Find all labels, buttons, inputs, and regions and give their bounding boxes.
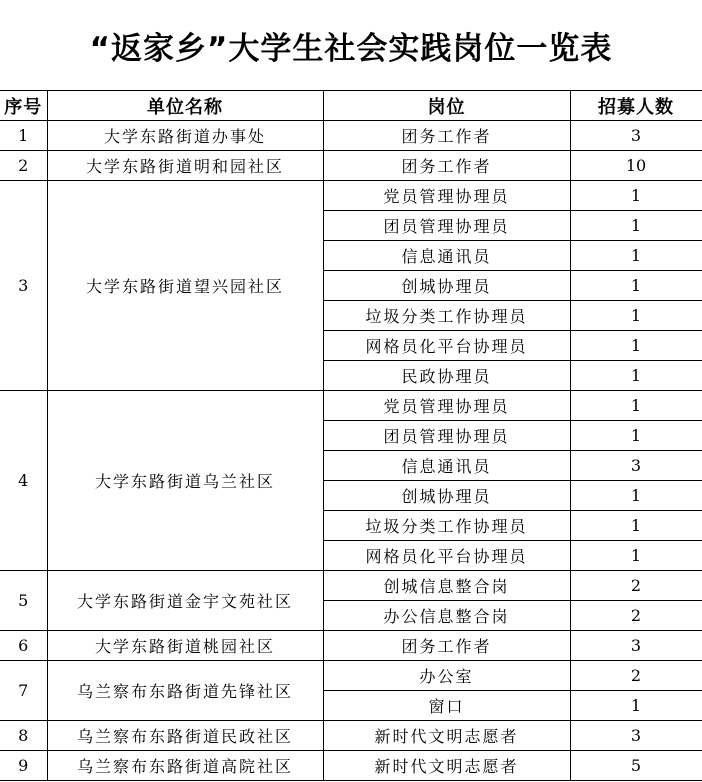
recruit-count-cell: 10 [570,151,702,181]
position-cell: 创城信息整合岗 [323,571,570,601]
position-cell: 创城协理员 [323,271,570,301]
unit-name-cell: 大学东路街道金宇文苑社区 [47,571,323,631]
recruit-count-cell: 5 [570,751,702,781]
recruit-count-cell: 1 [570,361,702,391]
table-row [0,571,702,601]
recruit-count-cell: 1 [570,331,702,361]
serial-number-cell: 4 [0,391,47,571]
position-cell: 网格员化平台协理员 [323,331,570,361]
recruit-count-cell: 2 [570,661,702,691]
header-serial-number: 序号 [0,91,47,121]
serial-number-cell: 7 [0,661,47,721]
unit-name-cell: 大学东路街道办事处 [47,121,323,151]
unit-name-cell: 乌兰察布东路街道先锋社区 [47,661,323,721]
position-cell: 办公室 [323,661,570,691]
table-row [0,391,702,421]
recruit-count-cell: 1 [570,421,702,451]
recruit-count-cell: 1 [570,691,702,721]
table-row [0,151,702,181]
recruit-count-cell: 3 [570,121,702,151]
recruit-count-cell: 3 [570,451,702,481]
table-row [0,631,702,661]
position-cell: 新时代文明志愿者 [323,751,570,781]
serial-number-cell: 6 [0,631,47,661]
recruit-count-cell: 1 [570,241,702,271]
position-cell: 党员管理协理员 [323,391,570,421]
unit-name-cell: 乌兰察布东路街道高院社区 [47,751,323,781]
recruit-count-cell: 1 [570,511,702,541]
recruit-count-cell: 1 [570,391,702,421]
recruit-count-cell: 1 [570,481,702,511]
recruit-count-cell: 2 [570,601,702,631]
recruit-count-cell: 2 [570,571,702,601]
header-unit-name: 单位名称 [47,91,323,121]
position-cell: 窗口 [323,691,570,721]
table-body [0,121,702,781]
page-title: “返家乡”大学生社会实践岗位一览表 [89,30,613,67]
position-cell: 民政协理员 [323,361,570,391]
recruit-count-cell: 1 [570,211,702,241]
position-cell: 网格员化平台协理员 [323,541,570,571]
recruit-count-cell: 1 [570,301,702,331]
unit-name-cell: 乌兰察布东路街道民政社区 [47,721,323,751]
table-row [0,721,702,751]
table-row [0,751,702,781]
position-cell: 垃圾分类工作协理员 [323,301,570,331]
recruit-count-cell: 1 [570,181,702,211]
position-cell: 团务工作者 [323,631,570,661]
header-recruit-count: 招募人数 [570,91,702,121]
table-header-row [0,91,702,121]
position-cell: 垃圾分类工作协理员 [323,511,570,541]
table-row [0,121,702,151]
position-cell: 团务工作者 [323,121,570,151]
position-cell: 办公信息整合岗 [323,601,570,631]
recruit-count-cell: 3 [570,631,702,661]
table-row [0,661,702,691]
recruit-count-cell: 3 [570,721,702,751]
position-cell: 团务工作者 [323,151,570,181]
position-cell: 新时代文明志愿者 [323,721,570,751]
unit-name-cell: 大学东路街道乌兰社区 [47,391,323,571]
positions-table [0,90,702,781]
serial-number-cell: 3 [0,181,47,391]
serial-number-cell: 8 [0,721,47,751]
unit-name-cell: 大学东路街道望兴园社区 [47,181,323,391]
serial-number-cell: 9 [0,751,47,781]
position-cell: 信息通讯员 [323,451,570,481]
unit-name-cell: 大学东路街道明和园社区 [47,151,323,181]
position-cell: 创城协理员 [323,481,570,511]
recruit-count-cell: 1 [570,271,702,301]
serial-number-cell: 5 [0,571,47,631]
recruit-count-cell: 1 [570,541,702,571]
header-position: 岗位 [323,91,570,121]
position-cell: 团员管理协理员 [323,421,570,451]
table-row [0,181,702,211]
position-cell: 信息通讯员 [323,241,570,271]
unit-name-cell: 大学东路街道桃园社区 [47,631,323,661]
position-cell: 团员管理协理员 [323,211,570,241]
position-cell: 党员管理协理员 [323,181,570,211]
serial-number-cell: 2 [0,151,47,181]
serial-number-cell: 1 [0,121,47,151]
